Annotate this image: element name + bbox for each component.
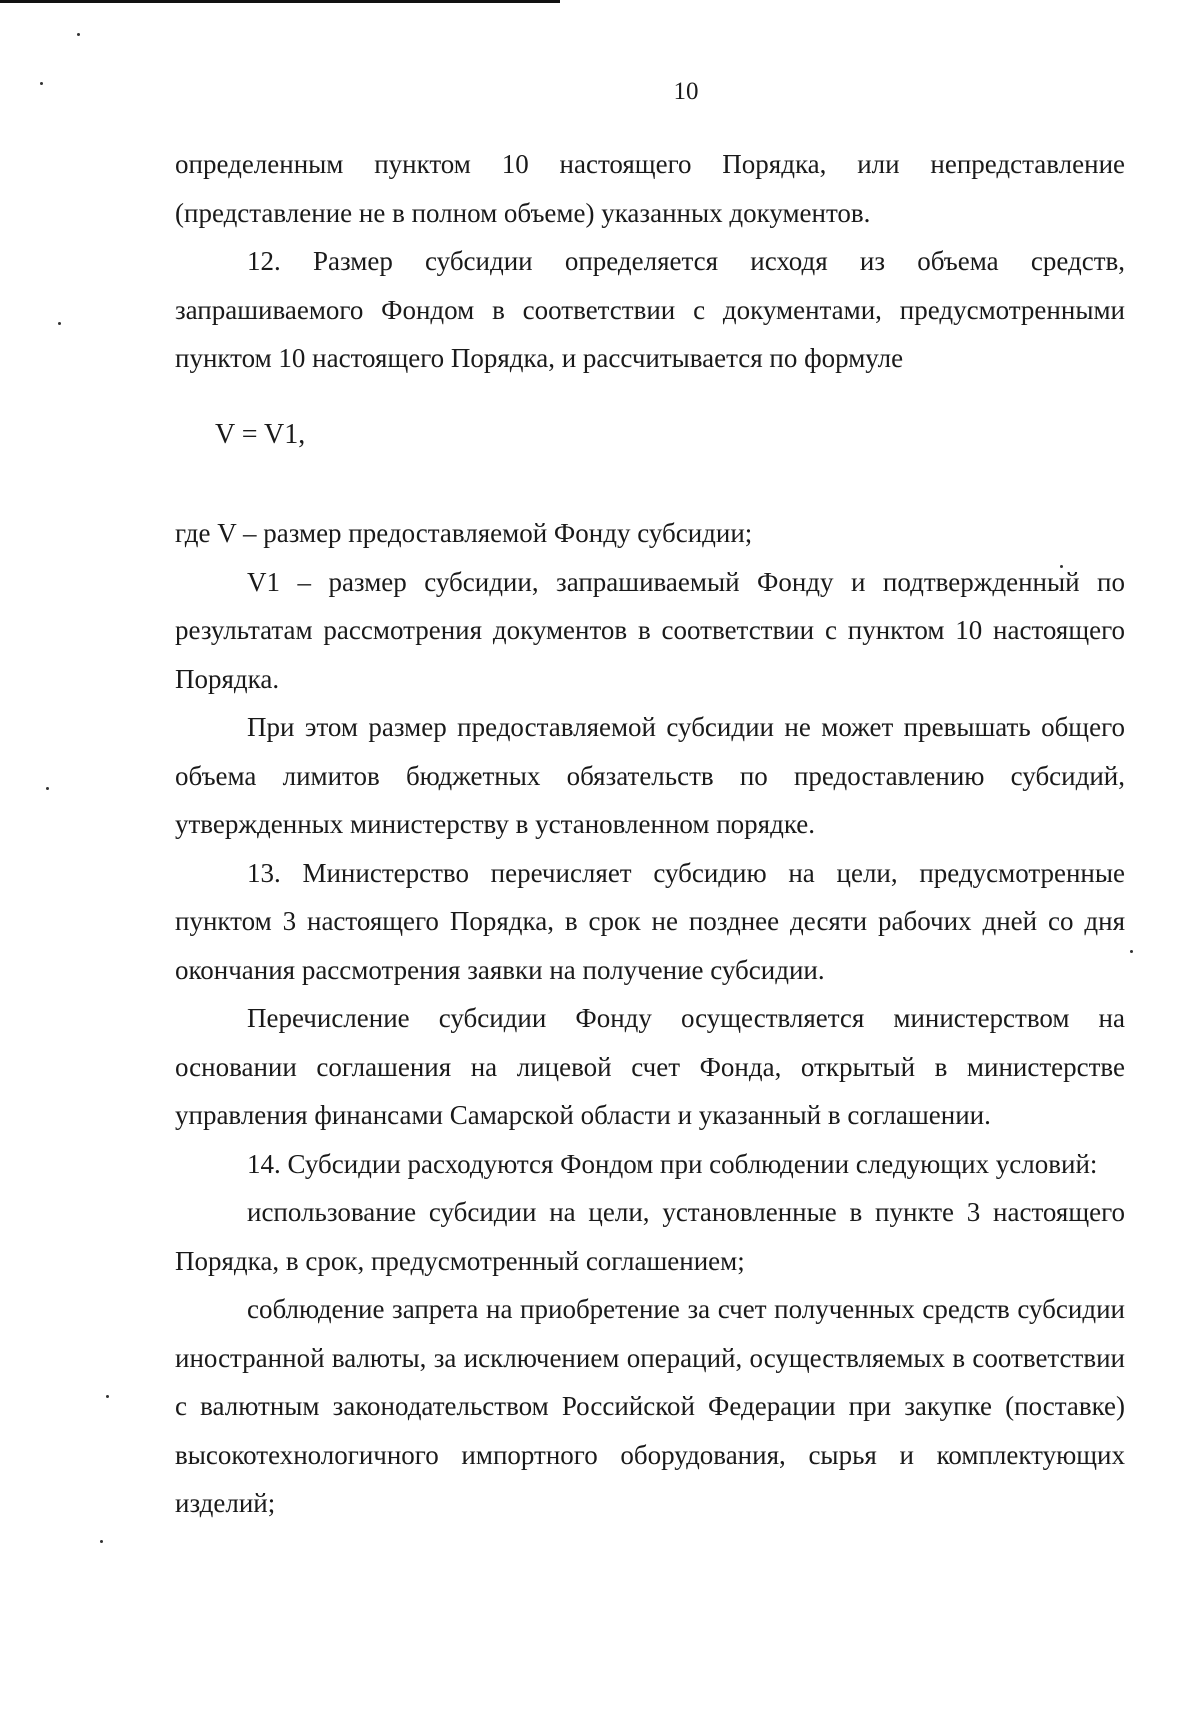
document-body xyxy=(175,140,1125,1528)
paragraph: Перечисление субсидии Фонду осуществляется министерством на основании соглашения на лицевой счет Фонда, открытый в министерстве управления финансами Самарской области и указанный в соглашении. xyxy=(175,1003,1125,1130)
scan-speck xyxy=(100,1540,103,1543)
paragraph: использование субсидии на цели, установленные в пункте 3 настоящего Порядка, в срок, предусмотренный соглашением; xyxy=(175,1197,1125,1276)
paragraph: При этом размер предоставляемой субсидии не может превышать общего объема лимитов бюджетных обязательств по предоставлению субсидий, утвержденных министерству в установленном порядке. xyxy=(175,712,1125,839)
scan-speck xyxy=(46,787,49,790)
paragraph: где V – размер предоставляемой Фонду субсидии; xyxy=(175,518,753,548)
paragraph: определенным пунктом 10 настоящего Порядка, или непредставление (представление не в полном объеме) указанных документов. xyxy=(175,149,1125,228)
page-number: 10 xyxy=(673,78,699,105)
paragraph: V1 – размер субсидии, запрашиваемый Фонду и подтвержденный по результатам рассмотрения документов в соответствии с пунктом 10 настоящего Порядка. xyxy=(175,566,1125,694)
paragraph: 13. Министерство перечисляет субсидию на цели, предусмотренные пунктом 3 настоящего Порядка, в срок не позднее десяти рабочих дней со дня окончания рассмотрения заявки на получение субсидии. xyxy=(175,857,1125,985)
paragraph: 14. Субсидии расходуются Фондом при соблюдении следующих условий: xyxy=(247,1148,1098,1179)
scan-speck xyxy=(77,33,80,36)
scan-speck xyxy=(106,1395,109,1398)
paragraph: 12. Размер субсидии определяется исходя из объема средств, запрашиваемого Фондом в соответствии с документами, предусмотренными пунктом 10 настоящего Порядка, и рассчитывается по формуле xyxy=(175,246,1125,373)
scan-edge-line xyxy=(0,0,560,3)
formula: V = V1, xyxy=(215,418,306,450)
scan-speck xyxy=(58,322,61,325)
scan-speck xyxy=(1130,950,1133,953)
paragraph: соблюдение запрета на приобретение за счет полученных средств субсидии иностранной валюты, за исключением операций, осуществляемых в соответствии с валютным законодательством Российской Федерации при закупке (поставке) высокотехнологичного импортного оборудования, сырья и комплектующих изделий; xyxy=(175,1294,1125,1518)
